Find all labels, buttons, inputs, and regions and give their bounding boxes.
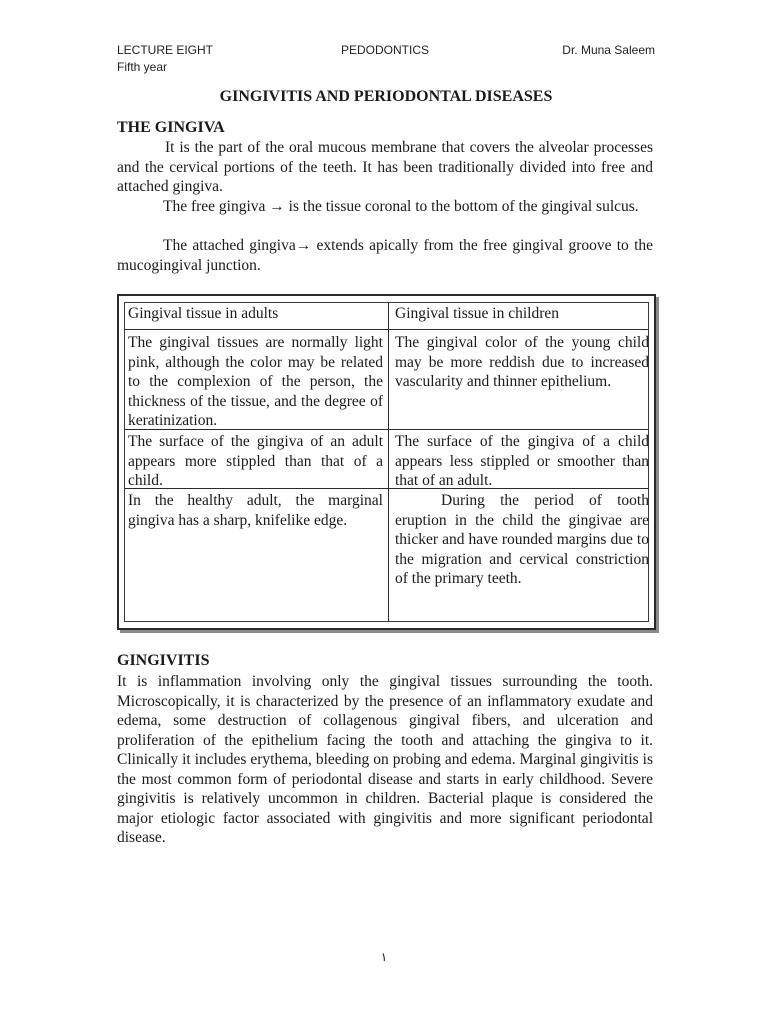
gingiva-paragraph-1: It is the part of the oral mucous membrane that covers the alveolar processes and the cervical portions of the teeth. It has been traditionally divided into free and attached gingiva. [117, 139, 653, 195]
document-title: GINGIVITIS AND PERIODONTAL DISEASES [219, 88, 553, 105]
table-cell: The surface of the gingiva of an adult appears more stippled than that of a child. [128, 433, 383, 489]
table-header-adults: Gingival tissue in adults [128, 305, 279, 322]
gingiva-paragraph-3: The attached gingiva→ extends apically from the free gingival groove to the mucogingival junction. [117, 237, 653, 274]
subject-label: PEDODONTICS [341, 43, 430, 57]
gingivitis-paragraph: It is inflammation involving only the gingival tissues surrounding the tooth. Microscopically, it is characterized by the presence of an inflammatory exudate and edema, some destruction of collagenous gingival fibers, and ulceration and proliferation of the epithelium facing the tooth and attaching the gingiva to it. Clinically it includes erythema, bleeding on probing and edema. Marginal gingivitis is the most common form of periodontal disease and starts in early childhood. Severe gingivitis is relatively uncommon in children. Bacterial plaque is considered the major etiologic factor associated with gingivitis and more significant periodontal disease. [117, 673, 653, 846]
table-cell: In the healthy adult, the marginal gingiva has a sharp, knifelike edge. [128, 492, 383, 529]
page-header [117, 42, 655, 76]
header-divider [125, 329, 648, 330]
gingivitis-heading: GINGIVITIS [117, 652, 210, 669]
gingiva-heading: THE GINGIVA [117, 119, 225, 136]
table-cell: The gingival color of the young child may be more reddish due to increased vascularity and thinner epithelium. [395, 334, 649, 390]
gingiva-paragraph-2: The free gingiva → is the tissue coronal to the bottom of the gingival sulcus. [163, 198, 639, 215]
table-cell: The surface of the gingiva of a child appears less stippled or smoother than that of an adult. [395, 433, 649, 489]
table-header-children: Gingival tissue in children [395, 305, 560, 322]
lecture-label: LECTURE EIGHT [117, 43, 214, 57]
table-inner-border [124, 302, 649, 622]
year-label: Fifth year [117, 60, 168, 74]
table-cell: The gingival tissues are normally light pink, although the color may be related to the complexion of the person, the thickness of the tissue, and the degree of keratinization. [128, 334, 383, 429]
comparison-table [117, 294, 656, 630]
page-number: ١ [380, 950, 388, 964]
author-label: Dr. Muna Saleem [562, 43, 655, 57]
table-cell: During the period of tooth eruption in the child the gingivae are thicker and have rounded margins due to the migration and cervical constriction of the primary teeth. [395, 492, 649, 587]
column-divider [388, 303, 389, 621]
